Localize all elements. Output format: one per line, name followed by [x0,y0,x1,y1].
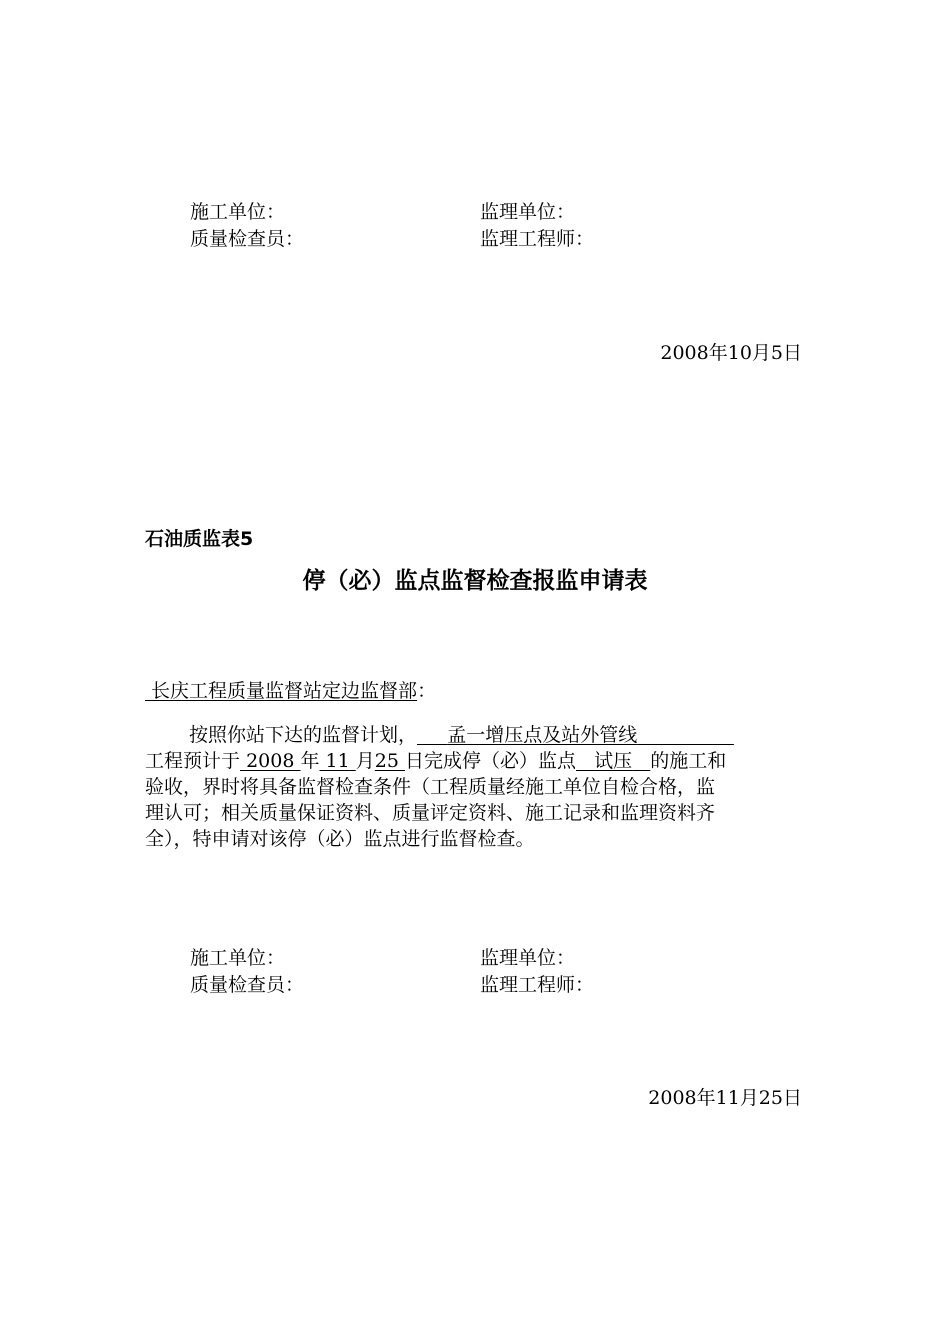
project-name-field: 孟一增压点及站外管线 [447,724,638,746]
checkpoint-field: 试压 [594,750,633,772]
construction-unit-label-1: 施工单位： [190,201,286,223]
day-field: 25 [374,750,399,772]
supervision-engineer-label-2: 监理工程师： [480,974,595,996]
addressee [145,678,436,704]
body-line-4: 理认可；相关质量保证资料、质量评定资料、施工记录和监理资料齐 [145,802,716,824]
date-1: 2008年10月5日 [660,342,802,364]
supervision-engineer-label-1: 监理工程师： [480,228,595,250]
supervision-unit-label-1: 监理单位： [480,201,576,223]
addressee-name: 长庆工程质量监督站定边监督部 [151,680,418,702]
body-line-5: 全），特申请对该停（必）监点进行监督检查。 [145,828,535,850]
year-field: 2008 [246,750,295,772]
quality-inspector-label-2: 质量检查员： [190,974,305,996]
body-line-1: 按照你站下达的监督计划， 孟一增压点及站外管线 [145,722,810,748]
quality-inspector-label-1: 质量检查员： [190,228,305,250]
construction-unit-label-2: 施工单位： [190,947,286,969]
supervision-unit-label-2: 监理单位： [480,947,576,969]
body-line-3: 验收，界时将具备监督检查条件（工程质量经施工单位自检合格，监 [145,776,716,798]
date-2: 2008年11月25日 [648,1087,802,1109]
month-field: 11 [325,750,350,772]
addressee-suffix: ： [417,680,437,702]
form-title: 停（必）监点监督检查报监申请表 [302,568,648,594]
application-body [145,722,810,852]
body-line-2: 工程预计于 2008 年 11 月25 日完成停（必）监点 试压 的施工和 [145,750,727,772]
form-code: 石油质监表5 [145,528,254,550]
